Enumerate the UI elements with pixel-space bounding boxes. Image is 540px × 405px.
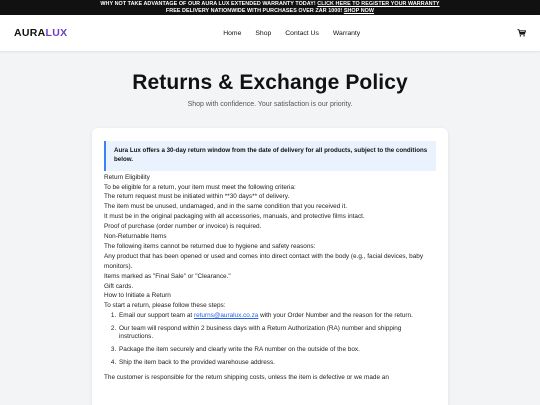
page-subtitle: Shop with confidence. Your satisfaction is our priority. bbox=[187, 101, 353, 108]
policy-text: The customer is responsible for the return shipping costs, unless the item is defective or we made an bbox=[104, 374, 389, 382]
logo-text-aura: AURA bbox=[14, 27, 46, 39]
return-step: 4. Ship the item back to the provided warehouse address. bbox=[118, 359, 436, 368]
nav-shop[interactable]: Shop bbox=[255, 29, 272, 37]
return-steps-list bbox=[104, 312, 436, 367]
main-nav bbox=[223, 30, 360, 37]
return-step: 3. Package the item securely and clearly write the RA number on the outside of the box. bbox=[118, 346, 436, 355]
shop-now-link[interactable]: SHOP NOW bbox=[343, 7, 375, 14]
register-warranty-link[interactable]: CLICK HERE TO REGISTER YOUR WARRANTY bbox=[317, 1, 440, 7]
cart-icon-graphic bbox=[517, 29, 526, 37]
announcement-line-2 bbox=[0, 8, 540, 15]
logo[interactable] bbox=[14, 27, 67, 39]
section-heading-eligibility: Return Eligibility bbox=[104, 173, 150, 181]
hero-section bbox=[0, 52, 540, 108]
policy-text: Any product that has been opened or used and comes into direct contact with the body (e.g., facial devices, baby monitors). bbox=[104, 252, 424, 270]
policy-text: It must be in the original packaging with all accessories, manuals, and protective films intact. bbox=[104, 213, 365, 221]
announcement-text-1: WHY NOT TAKE ADVANTAGE OF OUR AURA LUX EXTENDED WARRANTY TODAY! bbox=[100, 1, 316, 7]
policy-text: Proof of purchase (order number or invoice) is required. bbox=[104, 223, 262, 231]
nav-home[interactable]: Home bbox=[223, 29, 242, 37]
section-heading-non-returnable: Non-Returnable Items bbox=[104, 233, 167, 241]
nav-warranty[interactable]: Warranty bbox=[332, 29, 361, 37]
section-heading-how-to-return: How to Initiate a Return bbox=[104, 292, 171, 300]
logo-text-lux: LUX bbox=[45, 27, 68, 39]
cart-icon[interactable] bbox=[516, 29, 526, 38]
step-text: with your Order Number and the reason for the return. bbox=[258, 312, 413, 320]
policy-text: The following items cannot be returned due to hygiene and safety reasons: bbox=[104, 242, 316, 250]
policy-text: Gift cards. bbox=[104, 282, 134, 290]
step-text: Email our support team at bbox=[119, 312, 194, 320]
returns-email-link[interactable]: returns@auralux.co.za bbox=[193, 312, 259, 320]
policy-text: The return request must be initiated within **30 days** of delivery. bbox=[104, 193, 290, 201]
announcement-bar bbox=[0, 0, 540, 15]
policy-body bbox=[104, 173, 436, 384]
policy-text: To start a return, please follow these steps: bbox=[104, 302, 226, 310]
return-step bbox=[118, 312, 436, 321]
policy-text: The item must be unused, undamaged, and in the same condition that you received it. bbox=[104, 203, 347, 211]
policy-text: Items marked as "Final Sale" or "Clearance." bbox=[104, 272, 231, 280]
announcement-text-2: FREE DELIVERY NATIONWIDE WITH PURCHASES OVER ZAR 1000! bbox=[165, 7, 343, 14]
return-step: 2. Our team will respond within 2 business days with a Return Authorization (RA) number and shipping instructions. bbox=[118, 325, 436, 342]
nav-contact-us[interactable]: Contact Us bbox=[285, 29, 319, 37]
policy-card bbox=[92, 128, 448, 405]
policy-text: To be eligible for a return, your item must meet the following criteria: bbox=[104, 183, 296, 191]
site-header bbox=[0, 15, 540, 52]
policy-notice: Aura Lux offers a 30-day return window from the date of delivery for all products, subject to the conditions below. bbox=[104, 141, 436, 171]
page-title: Returns & Exchange Policy bbox=[132, 71, 408, 94]
